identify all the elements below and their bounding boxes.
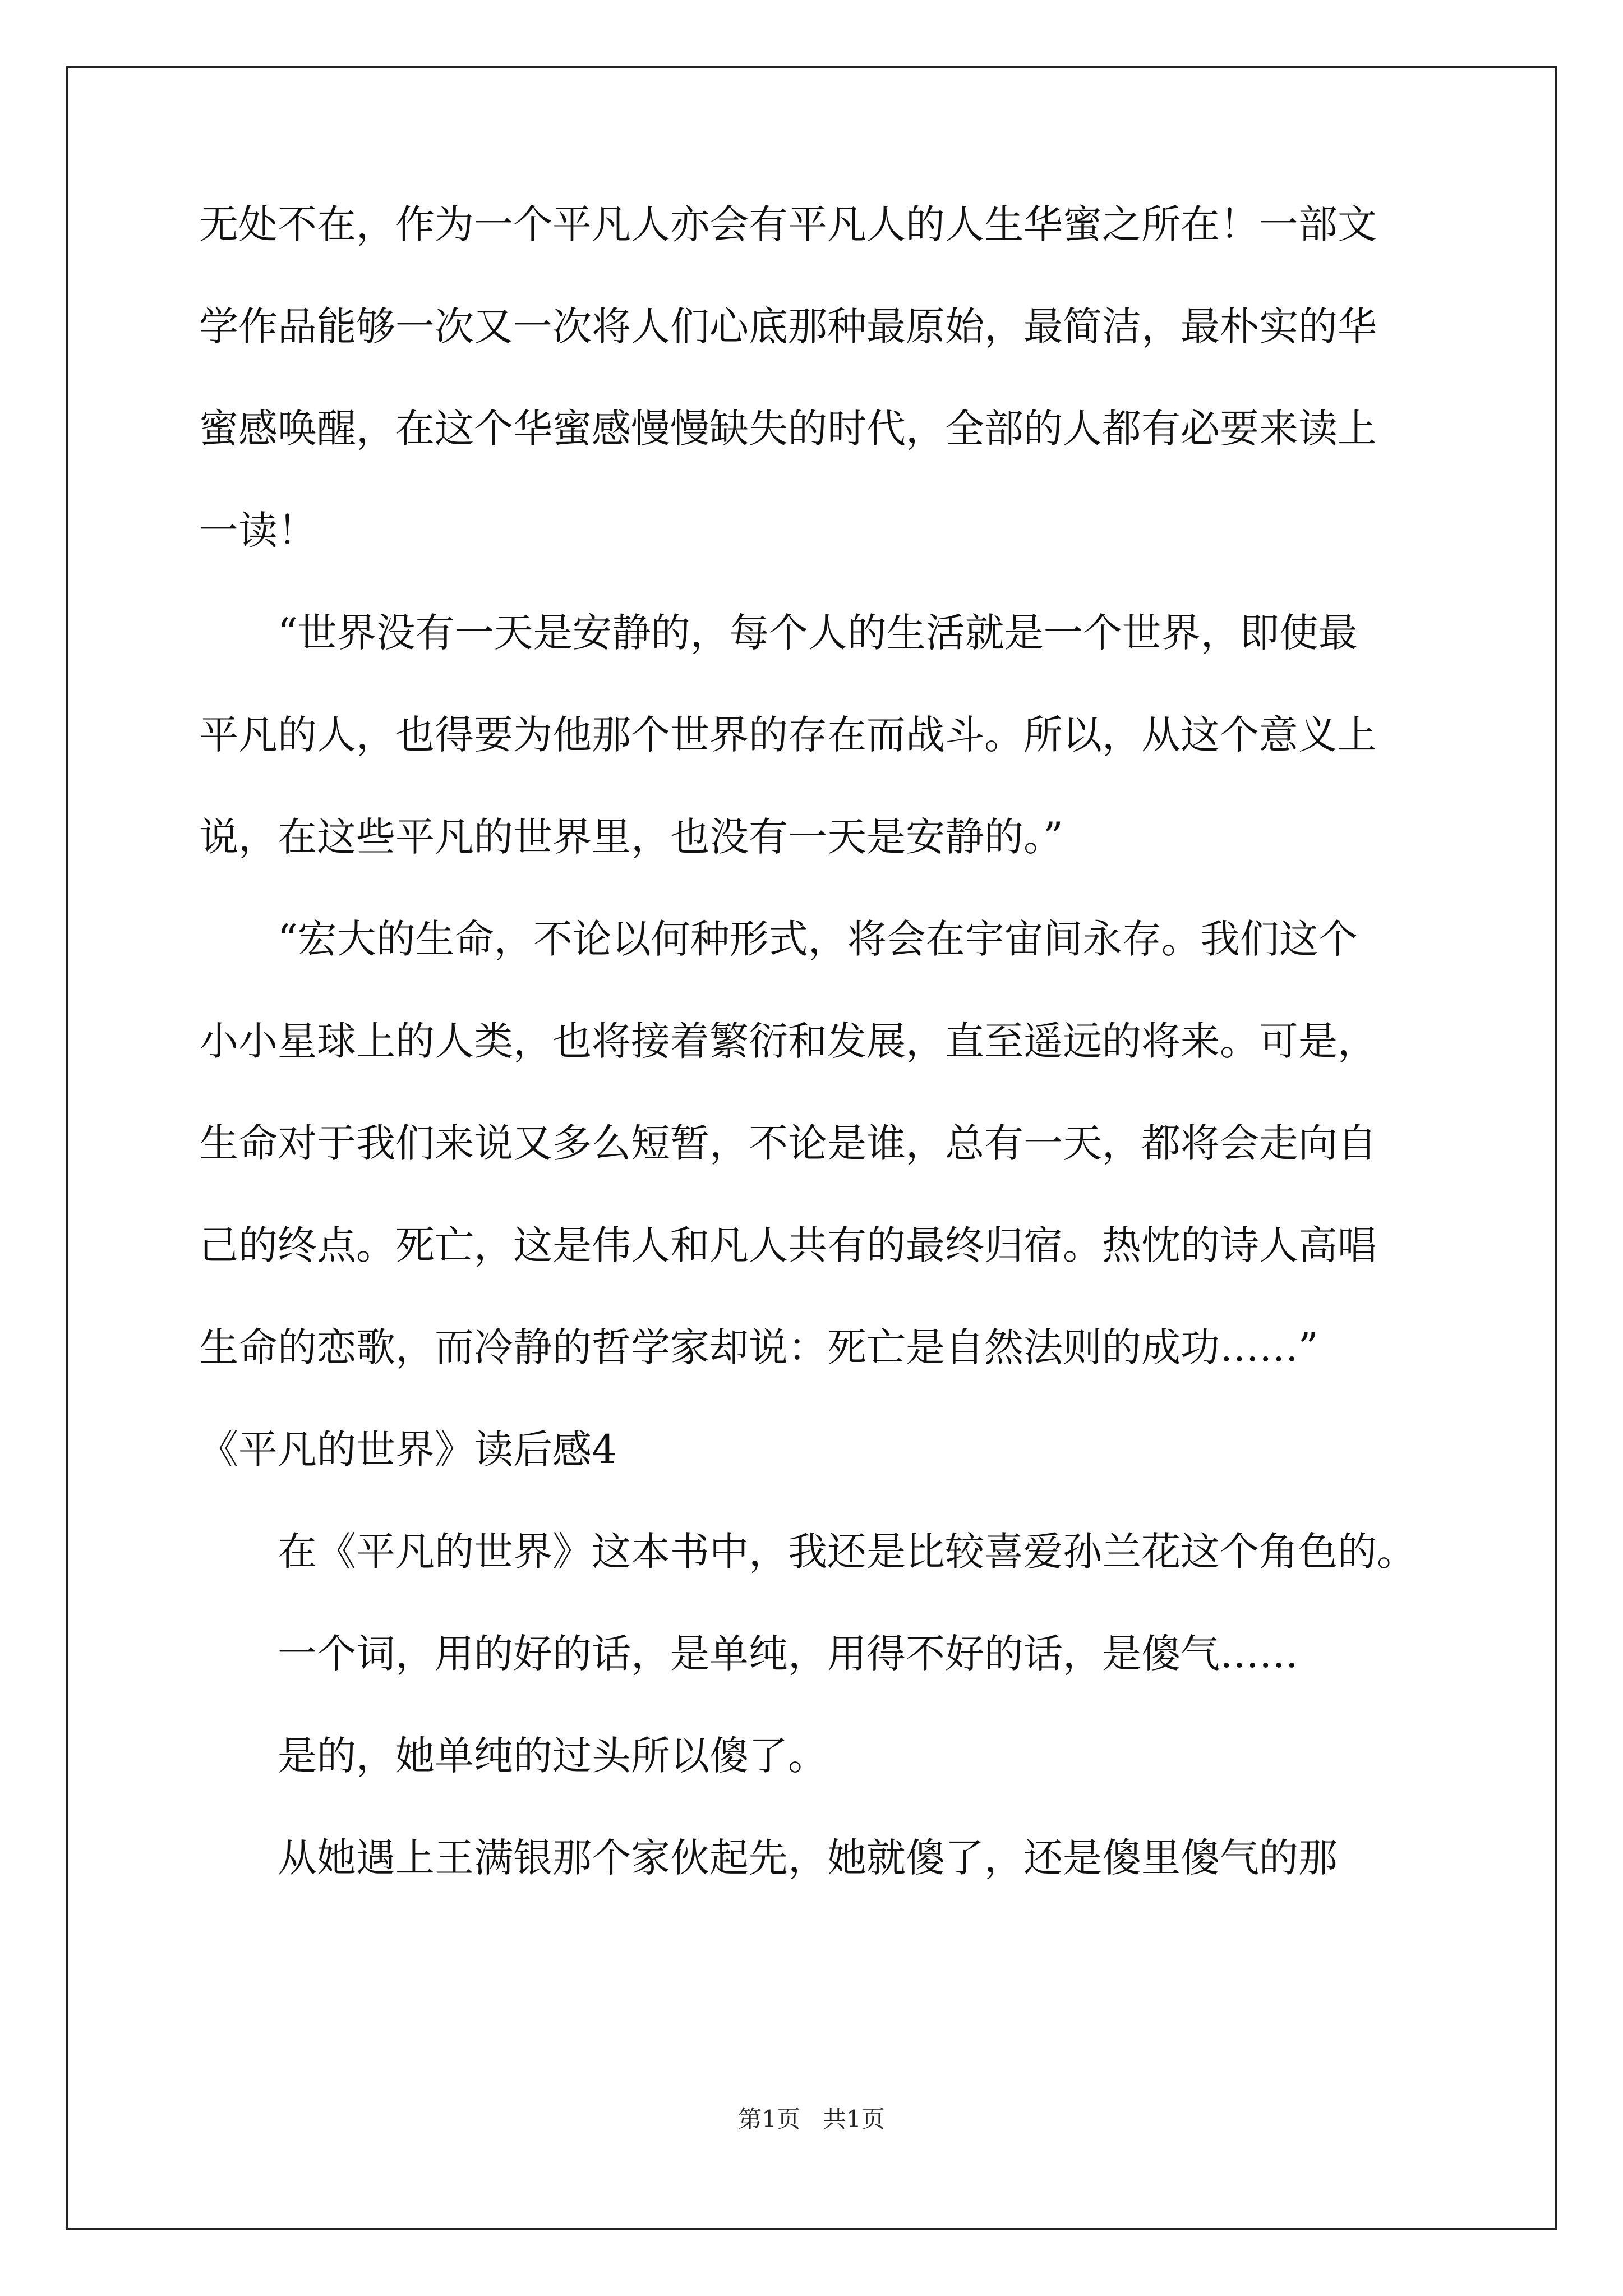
- text-line: 说，在这些平凡的世界里，也没有一天是安静的。”: [199, 814, 1063, 860]
- text-line: 平凡的人，也得要为他那个世界的存在而战斗。所以，从这个意义上: [199, 712, 1377, 758]
- text-line: “宏大的生命，不论以何种形式，将会在宇宙间永存。我们这个: [278, 916, 1358, 962]
- page-number-footer: 第1页 共1页: [738, 2105, 885, 2133]
- text-line: 生命对于我们来说又多么短暂，不论是谁，总有一天，都将会走向自: [199, 1120, 1377, 1166]
- text-line: 一个词，用的好的话，是单纯，用得不好的话，是傻气……: [278, 1631, 1298, 1677]
- text-line: 蜜感唤醒，在这个华蜜感慢慢缺失的时代，全部的人都有必要来读上: [199, 406, 1377, 452]
- text-line: 无处不在，作为一个平凡人亦会有平凡人的人生华蜜之所在！一部文: [199, 201, 1377, 247]
- text-line: 在《平凡的世界》这本书中，我还是比较喜爱孙兰花这个角色的。: [278, 1529, 1416, 1575]
- text-line: 己的终点。死亡，这是伟人和凡人共有的最终归宿。热忱的诗人高唱: [199, 1222, 1377, 1268]
- text-line: 是的，她单纯的过头所以傻了。: [278, 1733, 827, 1779]
- text-line: 一读！: [199, 508, 317, 554]
- text-line: “世界没有一天是安静的，每个人的生活就是一个世界，即使最: [278, 610, 1358, 656]
- section-heading: 《平凡的世界》读后感4: [199, 1427, 617, 1473]
- text-line: 生命的恋歌，而冷静的哲学家却说：死亡是自然法则的成功……”: [199, 1324, 1318, 1370]
- text-line: 小小星球上的人类，也将接着繁衍和发展，直至遥远的将来。可是，: [199, 1018, 1377, 1064]
- text-line: 从她遇上王满银那个家伙起先，她就傻了，还是傻里傻气的那: [278, 1835, 1338, 1881]
- text-line: 学作品能够一次又一次将人们心底那种最原始，最简洁，最朴实的华: [199, 303, 1377, 349]
